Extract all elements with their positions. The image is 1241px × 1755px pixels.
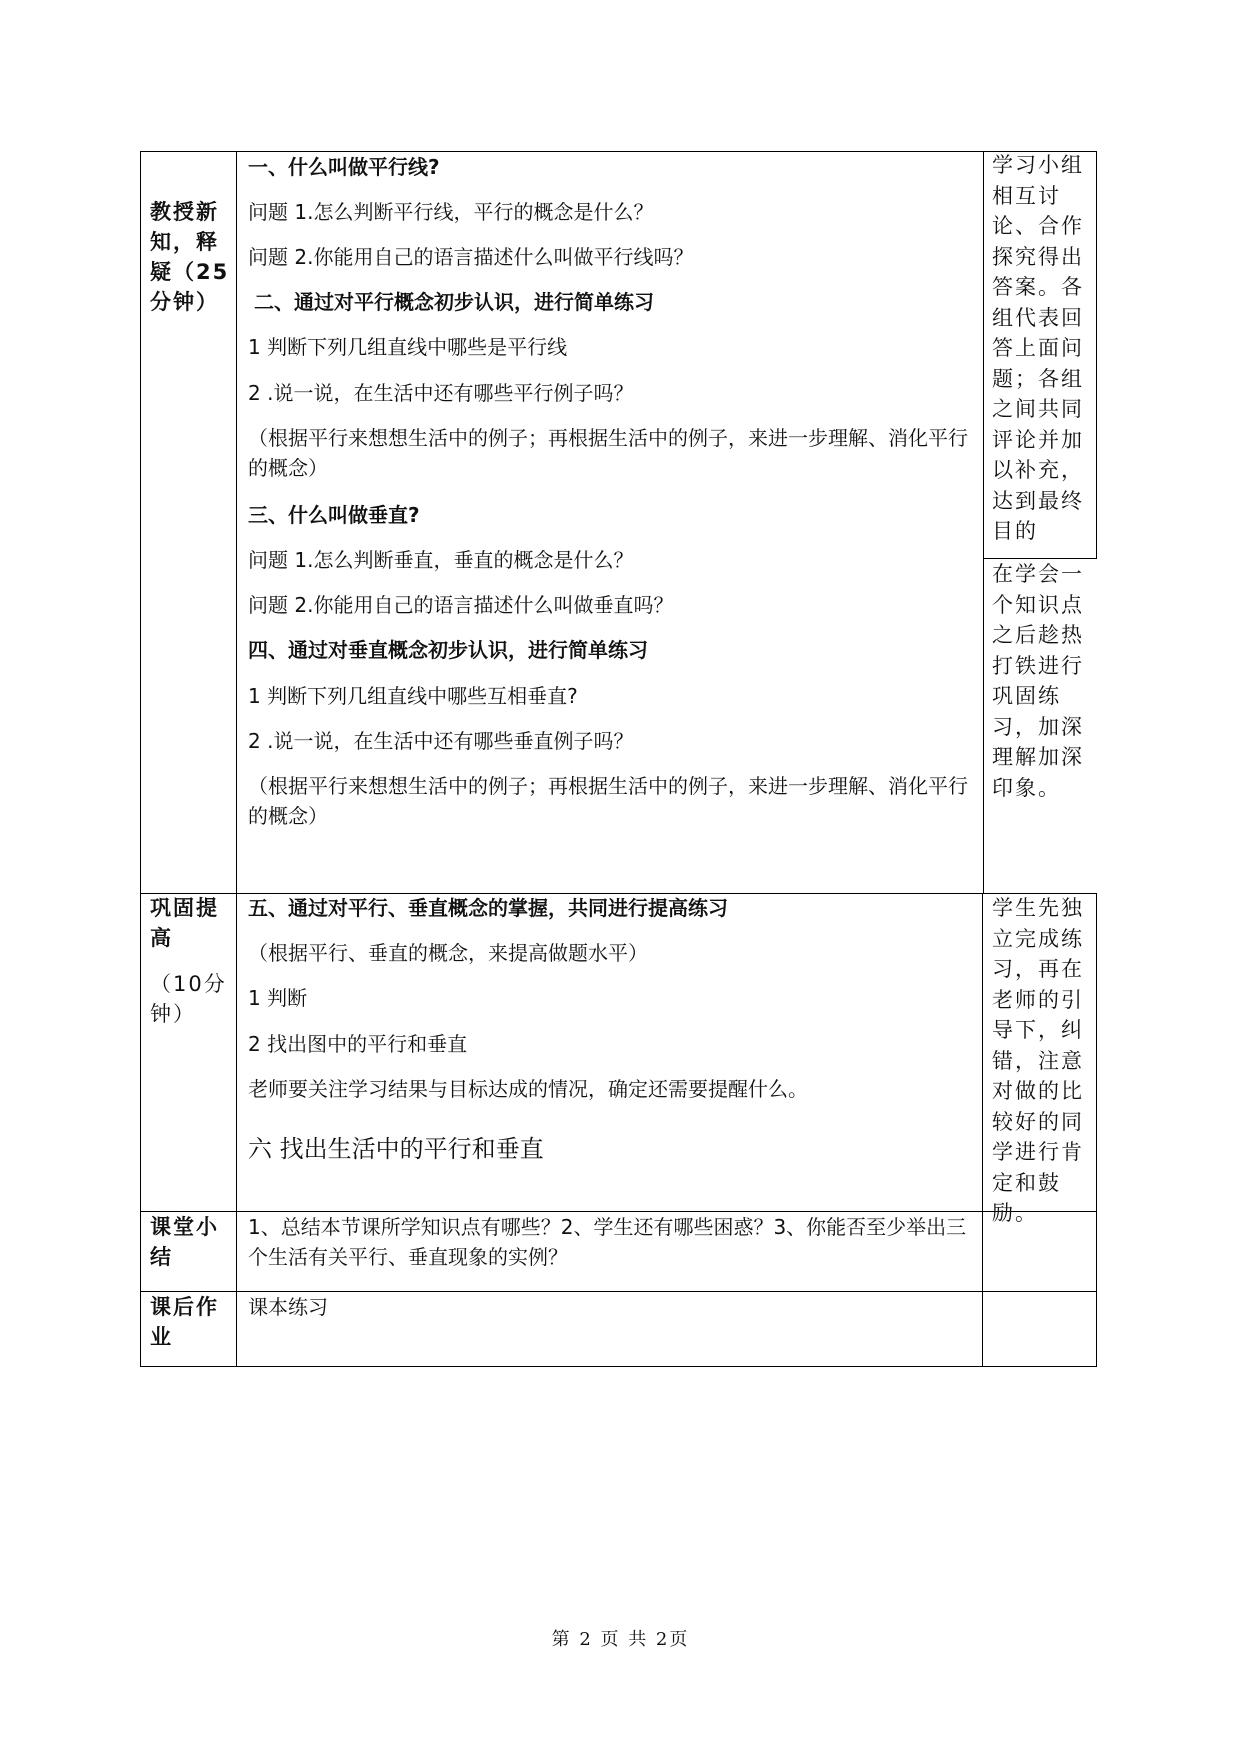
question-parallel-1: 问题 1.怎么判断平行线，平行的概念是什么？ — [248, 200, 654, 224]
exercise-perpendicular-1: 1 判断下列几组直线中哪些互相垂直? — [248, 684, 578, 708]
consolidate-section-label: 巩固提高 — [150, 896, 219, 950]
homework-section-label: 课后作业 — [150, 1295, 219, 1349]
note-perpendicular: （根据平行来想想生活中的例子；再根据生活中的例子，来进一步理解、消化平行的概念） — [248, 774, 968, 828]
teacher-note: 老师要关注学习结果与目标达成的情况，确定还需要提醒什么。 — [248, 1077, 808, 1101]
exercise-parallel-2: 2 .说一说，在生活中还有哪些平行例子吗？ — [248, 381, 634, 405]
heading-perpendicular: 三、什么叫做垂直? — [248, 503, 420, 527]
question-parallel-2: 问题 2.你能用自己的语言描述什么叫做平行线吗？ — [248, 245, 694, 269]
item-find-in-figure: 2 找出图中的平行和垂直 — [248, 1032, 468, 1056]
heading-parallel-practice: 二、通过对平行概念初步认识，进行简单练习 — [254, 290, 654, 314]
heading-improve-practice: 五、通过对平行、垂直概念的掌握，共同进行提高练习 — [248, 896, 728, 920]
heading-parallel: 一、什么叫做平行线? — [248, 155, 440, 179]
side-note-independent-practice: 学生先独立完成练习，再在老师的引导下，纠错，注意对做的比较好的同学进行肯定和鼓励。 — [992, 896, 1084, 1225]
exercise-perpendicular-2: 2 .说一说，在生活中还有哪些垂直例子吗？ — [248, 729, 634, 753]
column-divider-1 — [236, 151, 237, 1367]
question-perpendicular-2: 问题 2.你能用自己的语言描述什么叫做垂直吗？ — [248, 593, 674, 617]
note-parallel: （根据平行来想想生活中的例子；再根据生活中的例子，来进一步理解、消化平行的概念） — [248, 426, 968, 480]
table-border-left — [140, 151, 141, 1367]
teach-section-label: 教授新知，释疑（25分钟） — [150, 200, 230, 314]
note-improve: （根据平行、垂直的概念，来提高做题水平） — [248, 941, 648, 965]
homework-text: 课本练习 — [248, 1295, 328, 1319]
summary-text: 1、总结本节课所学知识点有哪些？2、学生还有哪些困惑？3、你能否至少举出三个生活有关平行、垂直现象的实例？ — [248, 1215, 967, 1269]
heading-find-in-life: 六 找出生活中的平行和垂直 — [248, 1135, 544, 1163]
consolidate-duration: （10分钟） — [150, 972, 227, 1026]
column-divider-2a — [983, 151, 984, 893]
side-note-group-discussion: 学习小组相互讨论、合作探究得出答案。各组代表回答上面问题；各组之间共同评论并加以补充，达到最终目的 — [992, 153, 1084, 543]
summary-section-label: 课堂小结 — [150, 1215, 219, 1269]
item-judge: 1 判断 — [248, 986, 308, 1010]
table-border-right-a — [1096, 151, 1097, 559]
exercise-parallel-1: 1 判断下列几组直线中哪些是平行线 — [248, 335, 568, 359]
table-border-right-b — [1096, 893, 1097, 1367]
heading-perpendicular-practice: 四、通过对垂直概念初步认识，进行简单练习 — [248, 638, 648, 662]
side-note-practice: 在学会一个知识点之后趁热打铁进行巩固练习，加深理解加深印象。 — [992, 562, 1084, 800]
column-divider-2b — [982, 893, 983, 1367]
page-number-footer: 第 2 页 共 2页 — [551, 1629, 690, 1650]
table-border-bottom — [140, 1366, 1097, 1367]
question-perpendicular-1: 问题 1.怎么判断垂直，垂直的概念是什么？ — [248, 548, 634, 572]
